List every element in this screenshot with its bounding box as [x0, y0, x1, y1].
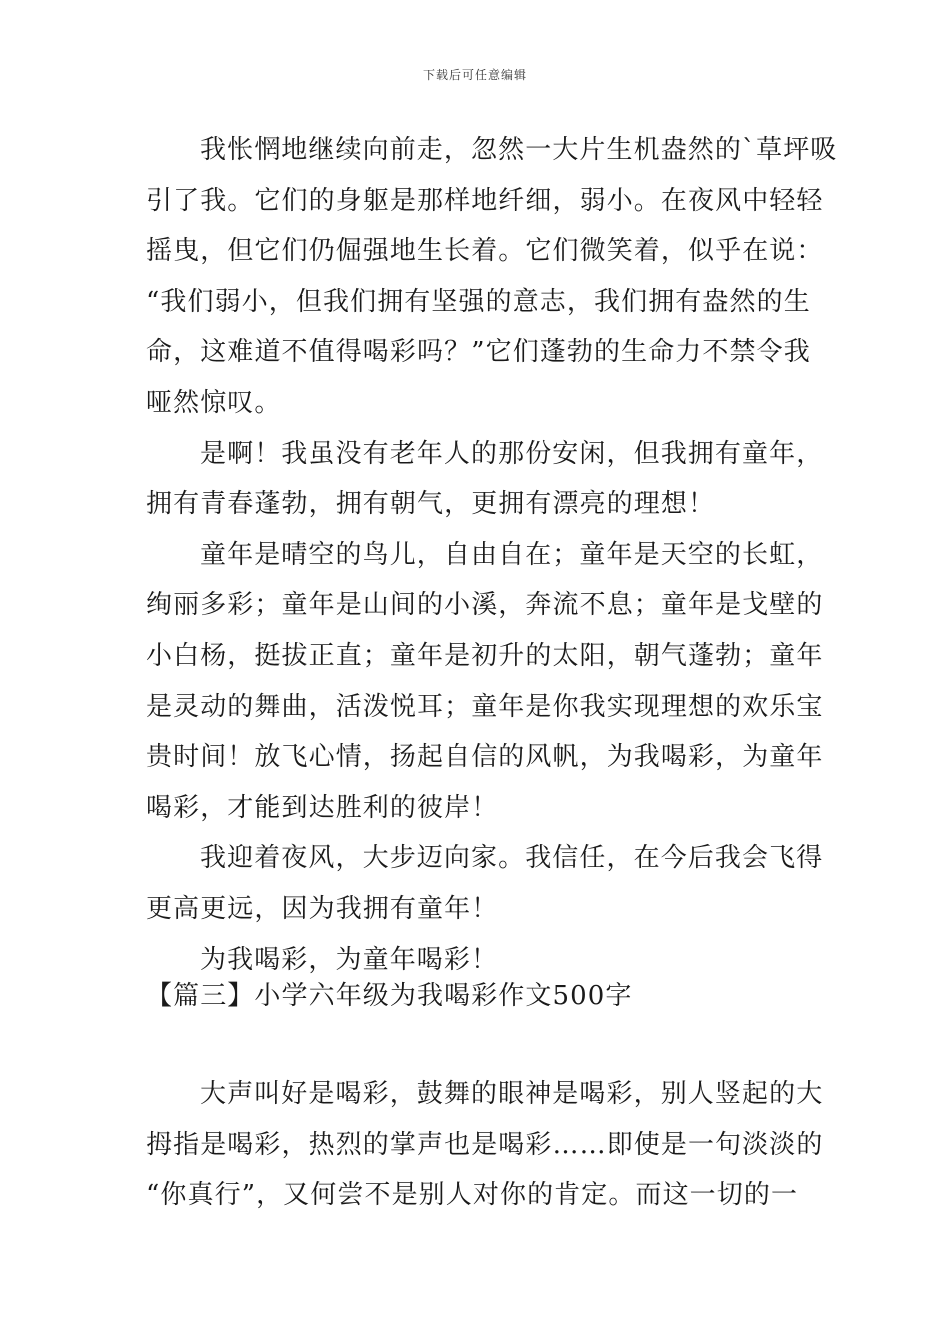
- text-line: 摇曳，但它们仍倔强地生长着。它们微笑着，似乎在说：: [146, 236, 824, 267]
- text-line: 更高更远，因为我拥有童年！: [146, 893, 499, 924]
- text-line: 小白杨，挺拔正直；童年是初升的太阳，朝气蓬勃；童年: [146, 640, 824, 671]
- text-line: 贵时间！放飞心情，扬起自信的风帆，为我喝彩，为童年: [146, 742, 824, 773]
- text-line: “你真行”，又何尝不是别人对你的肯定。而这一切的一: [146, 1180, 799, 1211]
- header-note: 下载后可任意编辑: [422, 68, 527, 82]
- section-title: 【篇三】小学六年级为我喝彩作文500字: [146, 981, 633, 1011]
- next-article-body: [146, 1069, 824, 1221]
- text-line: 绚丽多彩；童年是山间的小溪，奔流不息；童年是戈壁的: [146, 590, 824, 621]
- text-line: 大声叫好是喝彩，鼓舞的眼神是喝彩，别人竖起的大: [200, 1079, 824, 1109]
- article-body: [146, 125, 838, 985]
- text-line: 哑然惊叹。: [146, 387, 282, 418]
- text-line: 拥有青春蓬勃，拥有朝气，更拥有漂亮的理想！: [146, 489, 716, 520]
- text-line: 是啊！我虽没有老年人的那份安闲，但我拥有童年，: [200, 438, 824, 469]
- text-line: 我怅惘地继续向前走，忽然一大片生机盎然的`草坪吸: [200, 135, 838, 165]
- text-line: “我们弱小，但我们拥有坚强的意志，我们拥有盎然的生: [146, 286, 811, 317]
- text-line: 拇指是喝彩，热烈的掌声也是喝彩……即使是一句淡淡的: [146, 1129, 824, 1160]
- text-line: 喝彩，才能到达胜利的彼岸！: [146, 792, 499, 823]
- text-line: 引了我。它们的身躯是那样地纤细，弱小。在夜风中轻轻: [146, 185, 824, 216]
- text-line: 童年是晴空的鸟儿，自由自在；童年是天空的长虹，: [200, 539, 824, 570]
- text-line: 为我喝彩，为童年喝彩！: [200, 944, 499, 975]
- text-line: 是灵动的舞曲，活泼悦耳；童年是你我实现理想的欢乐宝: [146, 691, 824, 722]
- text-line: 我迎着夜风，大步迈向家。我信任，在今后我会飞得: [200, 843, 824, 874]
- text-line: 命，这难道不值得喝彩吗？”它们蓬勃的生命力不禁令我: [146, 337, 811, 368]
